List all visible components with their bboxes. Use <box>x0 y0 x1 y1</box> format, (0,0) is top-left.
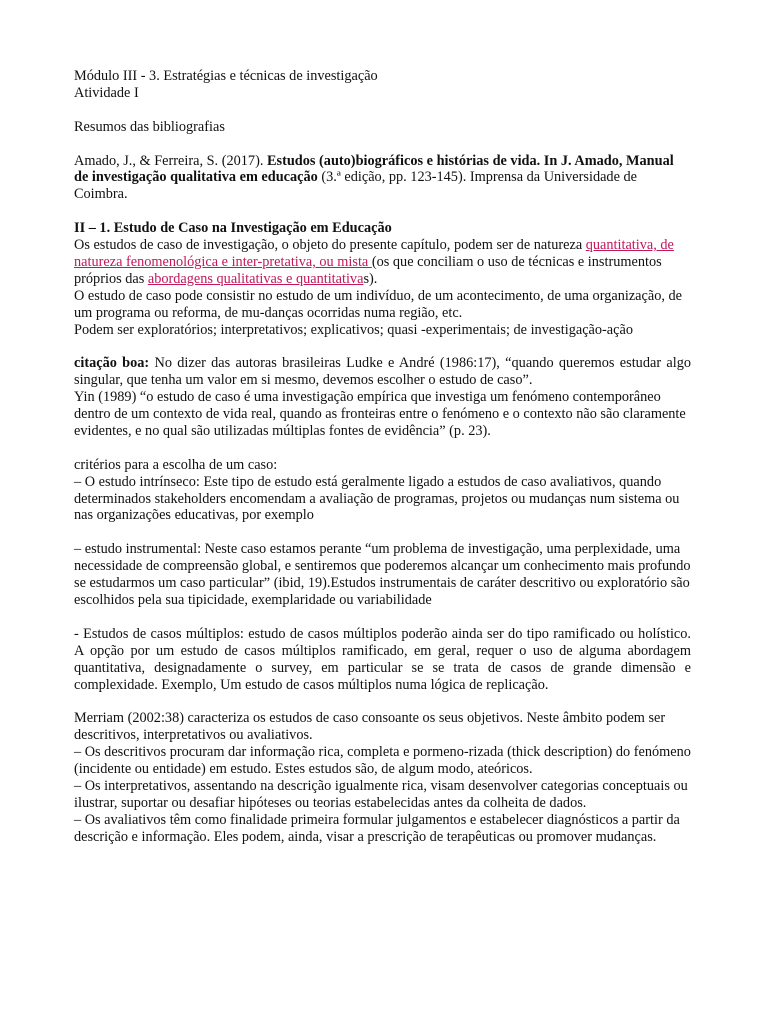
highlight-link-1[interactable]: quantitativa, de natureza fenomenológica e inter-pretativa, ou mista <box>74 237 674 270</box>
section-paragraph-2: O estudo de caso pode consistir no estudo de um indivíduo, de um acontecimento, de uma organização, de um programa ou reforma, de mu-danças ocorridas numa região, etc. <box>74 287 682 321</box>
section-paragraph-3: Podem ser exploratórios; interpretativos; explicativos; quasi -experimentais; de investigação-ação <box>74 321 633 338</box>
reference-title: Estudos (auto)biográficos e histórias de vida. In J. Amado, Manual de investigação qualitativa em educação <box>74 152 674 186</box>
quote-citation: “quando queremos estudar algo singular, que tenha um valor em si mesmo, devemos escolher o estudo de caso”. <box>74 355 692 389</box>
subheading: Resumos das bibliografias <box>74 118 225 135</box>
merriam-descritivos: – Os descritivos procuram dar informação rica, completa e pormeno-rizada (thick description) do fenómeno (incidente ou entidade) em estudo. Estes estudos são, de algum modo, ateóricos. <box>74 744 691 778</box>
module-title: Módulo III - 3. Estratégias e técnicas de investigação <box>74 68 378 84</box>
activity-title: Atividade I <box>74 84 139 101</box>
quote-paragraph <box>74 355 691 389</box>
criteria-title: critérios para a escolha de um caso: <box>74 456 278 473</box>
criteria-multiple: - Estudos de casos múltiplos: estudo de casos múltiplos poderão ainda ser do tipo ramificado ou holístico. A opção por um estudo de casos múltiplos ramificado, em geral, requer o uso de alguma abordagem quantitativa, designadamente o survey, em particular se se trata de casos de grande dimensão e complexidade. Exemplo, Um estudo de casos múltiplos numa lógica de replicação. <box>74 625 691 693</box>
section-title: II – 1. Estudo de Caso na Investigação em Educação <box>74 220 392 237</box>
bibliographic-reference <box>74 153 691 204</box>
merriam-avaliativos: – Os avaliativos têm como finalidade primeira formular julgamentos e estabelecer diagnósticos a partir da descrição e informação. Eles podem, ainda, visar a prescrição de terapêuticas ou promover mudanças. <box>74 811 680 845</box>
yin-text: “o estudo de caso é uma investigação empírica que investiga um fenómeno contemporâneo dentro de um contexto de vida real, quando as fronteiras entre o fenómeno e o contexto não são claramente evidentes, e no qual são utilizadas múltiplas fontes de evidência” (p. 23). <box>74 389 686 439</box>
merriam-intro: Merriam (2002:38) caracteriza os estudos de caso consoante os seus objetivos. Neste âmbito podem ser descritivos, interpretativos ou avaliativos. <box>74 710 666 744</box>
highlight-link-2[interactable]: abordagens qualitativas e quantitativa <box>147 270 364 287</box>
yin-reference: Yin (1989) <box>74 389 137 406</box>
reference-details: (3.ª edição, pp. 123-145). Imprensa da Universidade de Coimbra. <box>74 169 637 203</box>
criteria-intrinsic: – O estudo intrínseco: Este tipo de estudo está geralmente ligado a estudos de caso avaliativos, quando determinados stakeholders encomendam a avaliação de programas, projetos ou mudanças num sistema ou nas organizações educativas, por exemplo <box>74 473 680 524</box>
yin-paragraph <box>74 389 691 440</box>
quote-text: No dizer das autoras brasileiras Ludke e André (1986:17), <box>149 355 506 372</box>
criteria-instrumental: – estudo instrumental: Neste caso estamos perante “um problema de investigação, uma perplexidade, uma necessidade de compreensão global, e sentiremos que poderemos alcançar um conhecimento mais profundo se estudarmos um caso particular” (ibid, 19).Estudos instrumentais de caráter descritivo ou exploratório são escolhidos pela sua tipicidade, exemplaridade ou variabilidade <box>74 541 691 608</box>
reference-authors: Amado, J., & Ferreira, S. (2017). <box>74 152 267 169</box>
section-paragraph-1: Os estudos de caso de investigação, o objeto do presente capítulo, podem ser de natureza quantitativa, de natureza fenomenológica e inter-pretativa, ou mista (os que conciliam o uso de técnicas e instrumentos próprios das abordagens qualitativas e quantitativas). <box>74 237 674 287</box>
quote-label: citação boa: <box>74 355 150 372</box>
merriam-interpretativos: – Os interpretativos, assentando na descrição igualmente rica, visam desenvolver categorias conceptuais ou ilustrar, suportar ou desafiar hipóteses ou teorias estabelecidas antes da colheita de dados. <box>74 777 688 811</box>
document-page <box>74 68 691 846</box>
